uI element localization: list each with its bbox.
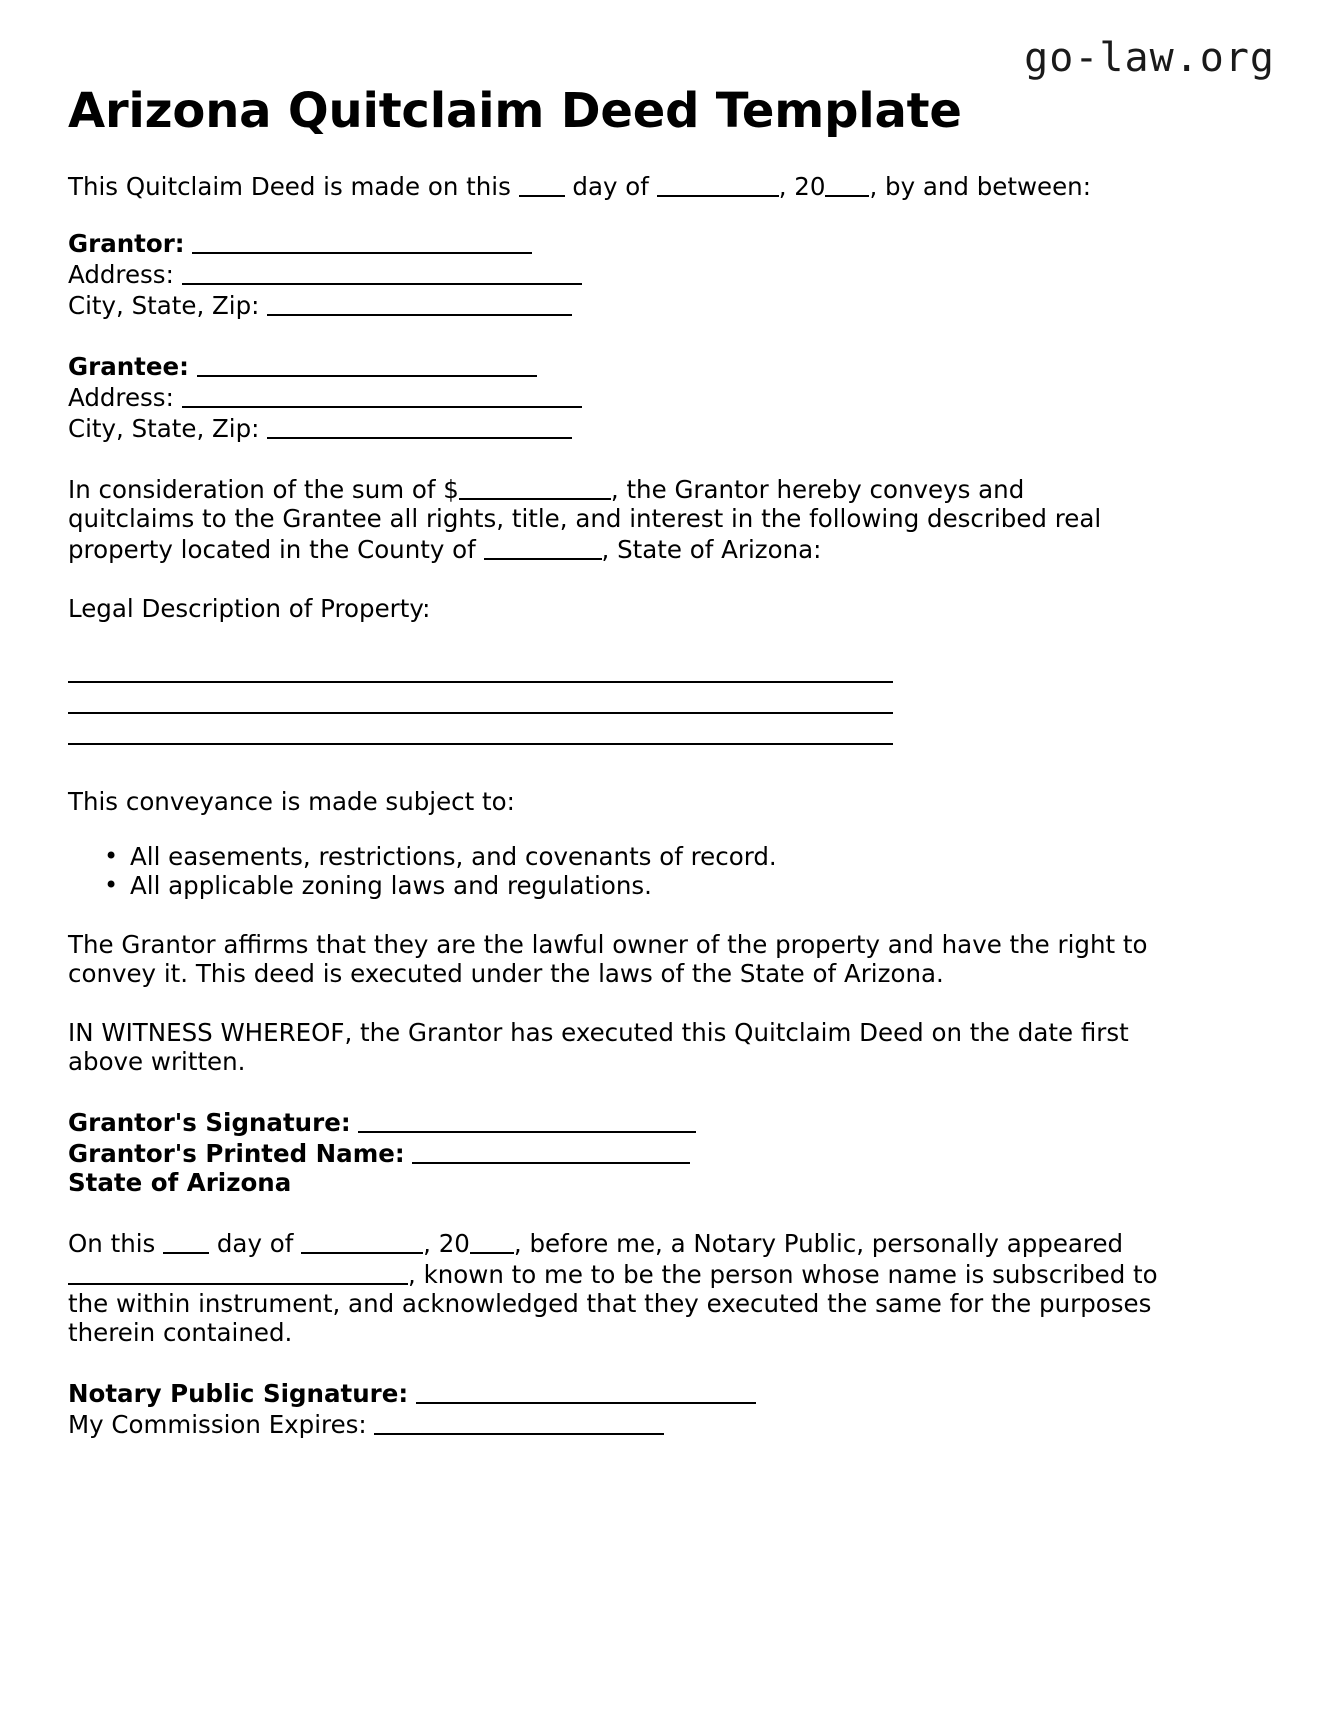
notary-text-1: On this xyxy=(68,1228,164,1258)
grantee-city-label: City, State, Zip: xyxy=(68,413,260,443)
intro-year-blank[interactable] xyxy=(825,170,869,197)
witness-paragraph: IN WITNESS WHEREOF, the Grantor has executed this Quitclaim Deed on the date first above written. xyxy=(68,1017,1129,1076)
grantee-address-row xyxy=(68,381,1158,412)
intro-text-2: day of xyxy=(564,171,657,201)
list-item: • All easements, restrictions, and covenants of record. xyxy=(130,842,1158,871)
grantor-printed-name-row xyxy=(68,1137,1158,1168)
intro-paragraph xyxy=(68,170,1158,201)
grantor-printed-name-blank[interactable] xyxy=(412,1137,690,1164)
list-item: • All applicable zoning laws and regulations. xyxy=(130,871,1158,900)
spacer-before-consideration xyxy=(68,443,1158,473)
spacer-grantor-grantee xyxy=(68,320,1158,350)
state-of-arizona-label: State of Arizona xyxy=(68,1167,292,1197)
legal-description-label: Legal Description of Property: xyxy=(68,593,431,623)
document-body xyxy=(68,170,1158,1439)
consideration-text-3: , State of Arizona: xyxy=(601,534,822,564)
grantor-city-row xyxy=(68,289,1158,320)
grantee-city-row xyxy=(68,412,1158,443)
commission-expires-label: My Commission Expires: xyxy=(68,1409,367,1439)
spacer-before-notary-signature xyxy=(68,1347,1158,1377)
commission-expires-blank[interactable] xyxy=(374,1408,664,1435)
grantee-name-row xyxy=(68,350,1158,381)
grantor-label: Grantor: xyxy=(68,228,185,258)
consideration-paragraph xyxy=(68,473,1158,564)
grantor-signature-row xyxy=(68,1106,1158,1137)
spacer-before-signature-block xyxy=(68,1076,1158,1106)
consideration-text-1: In consideration of the sum of $ xyxy=(68,474,459,504)
legal-desc-gap-2 xyxy=(68,652,1158,681)
grantee-address-blank[interactable] xyxy=(182,381,582,408)
intro-text-1: This Quitclaim Deed is made on this xyxy=(68,171,519,201)
legal-desc-gap-4 xyxy=(68,714,1158,743)
grantee-label: Grantee: xyxy=(68,351,189,381)
notary-text-4: , before me, a Notary Public, personally appeared xyxy=(513,1228,1124,1258)
consideration-county-blank[interactable] xyxy=(484,533,602,560)
grantee-name-blank[interactable] xyxy=(197,350,537,377)
grantor-address-label: Address: xyxy=(68,259,174,289)
page-title: Arizona Quitclaim Deed Template xyxy=(68,83,962,139)
grantor-printed-name-label: Grantor's Printed Name: xyxy=(68,1138,405,1168)
spacer-before-affirmation xyxy=(68,900,1158,930)
grantor-address-blank[interactable] xyxy=(182,258,582,285)
notary-month-blank[interactable] xyxy=(301,1227,423,1254)
consideration-sum-blank[interactable] xyxy=(459,473,611,500)
spacer-before-subject xyxy=(68,745,1158,787)
grantee-city-blank[interactable] xyxy=(267,412,572,439)
notary-text-5: , known to me to be the person whose name is subscribed to the within instrument, and acknowledged that they executed the same for the purposes therein contained. xyxy=(68,1259,1158,1347)
spacer-before-witness xyxy=(68,988,1158,1018)
legal-desc-gap-1 xyxy=(68,623,1158,652)
notary-acknowledgement-paragraph xyxy=(68,1227,1158,1347)
subject-list xyxy=(68,842,1158,900)
spacer-before-legal-desc xyxy=(68,564,1158,594)
grantor-address-row xyxy=(68,258,1158,289)
grantor-name-row xyxy=(68,227,1158,258)
notary-person-name-blank[interactable] xyxy=(68,1258,408,1285)
notary-signature-label: Notary Public Signature: xyxy=(68,1378,409,1408)
notary-signature-blank[interactable] xyxy=(416,1377,756,1404)
intro-day-blank[interactable] xyxy=(519,170,565,197)
grantor-city-label: City, State, Zip: xyxy=(68,290,260,320)
spacer-before-notary xyxy=(68,1197,1158,1227)
commission-expires-row xyxy=(68,1408,1158,1439)
notary-signature-row xyxy=(68,1377,1158,1408)
intro-text-3: , 20 xyxy=(778,171,826,201)
notary-text-2: day of xyxy=(209,1228,302,1258)
notary-text-3: , 20 xyxy=(423,1228,470,1258)
grantor-city-blank[interactable] xyxy=(267,289,572,316)
grantor-name-blank[interactable] xyxy=(192,227,532,254)
intro-month-blank[interactable] xyxy=(657,170,779,197)
affirmation-paragraph: The Grantor affirms that they are the lawful owner of the property and have the right to convey it. This deed is executed under the laws of the State of Arizona. xyxy=(68,929,1148,988)
grantor-signature-blank[interactable] xyxy=(358,1106,696,1133)
notary-year-blank[interactable] xyxy=(470,1227,514,1254)
grantor-signature-label: Grantor's Signature: xyxy=(68,1107,351,1137)
site-watermark: go-law.org xyxy=(1024,35,1275,81)
subject-intro: This conveyance is made subject to: xyxy=(68,786,515,816)
legal-desc-gap-3 xyxy=(68,683,1158,712)
notary-day-blank[interactable] xyxy=(163,1227,209,1254)
spacer-before-bullets xyxy=(68,816,1158,842)
intro-text-4: , by and between: xyxy=(869,171,1091,201)
grantee-address-label: Address: xyxy=(68,382,174,412)
consideration-text-2: , the Grantor hereby conveys and quitclaims to the Grantee all rights, title, and interest in the following described real property located in the County of xyxy=(68,474,1102,564)
